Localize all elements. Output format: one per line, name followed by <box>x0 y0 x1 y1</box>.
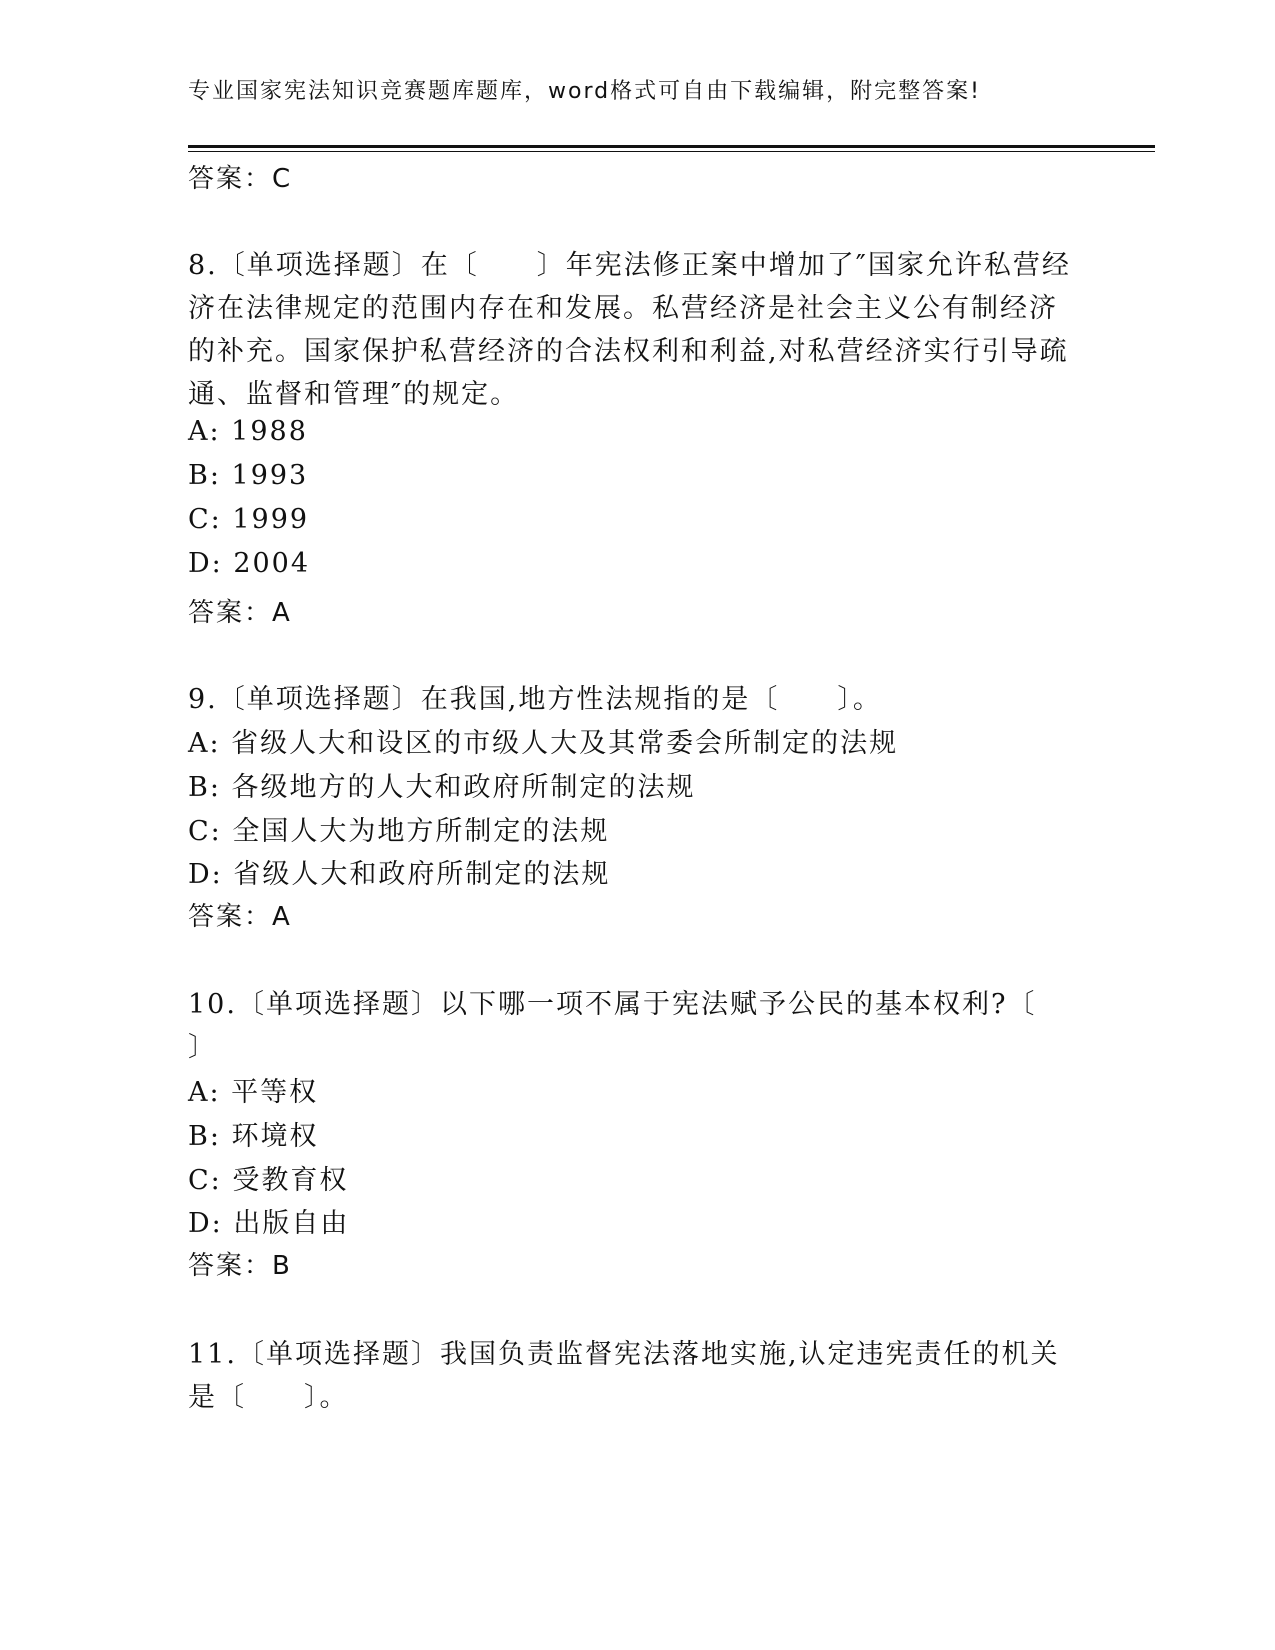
question-10-line-2: 〕 <box>188 1032 217 1063</box>
question-8-option-d: D: 2004 <box>188 548 311 579</box>
page-header: 专业国家宪法知识竞赛题库题库，word格式可自由下载编辑，附完整答案! <box>188 79 981 104</box>
question-10-option-a: A: 平等权 <box>188 1077 319 1108</box>
question-9-option-c: C: 全国人大为地方所制定的法规 <box>188 816 610 847</box>
question-8-option-a: A: 1988 <box>188 416 308 447</box>
question-10-option-d: D: 出版自由 <box>188 1208 350 1239</box>
question-8-option-b: B: 1993 <box>188 460 309 491</box>
header-rule-thick <box>188 145 1155 148</box>
question-9-line-1: 9.〔单项选择题〕在我国,地方性法规指的是〔 〕。 <box>188 684 882 715</box>
question-10-line-1: 10.〔单项选择题〕以下哪一项不属于宪法赋予公民的基本权利?〔 <box>188 989 1037 1020</box>
header-rule-thin <box>188 151 1155 152</box>
question-8-line-4: 通、监督和管理″的规定。 <box>188 379 520 410</box>
question-9-option-a: A: 省级人大和设区的市级人大及其常委会所制定的法规 <box>188 728 899 759</box>
question-10-option-b: B: 环境权 <box>188 1121 319 1152</box>
question-8-option-c: C: 1999 <box>188 504 310 535</box>
question-9-option-d: D: 省级人大和政府所制定的法规 <box>188 859 611 890</box>
question-11-line-2: 是〔 〕。 <box>188 1382 349 1413</box>
question-8-line-1: 8.〔单项选择题〕在〔 〕年宪法修正案中增加了″国家允许私营经 <box>188 250 1071 281</box>
question-8-line-3: 的补充。国家保护私营经济的合法权利和利益,对私营经济实行引导疏 <box>188 336 1069 367</box>
question-9-answer: 答案：A <box>188 902 292 932</box>
question-11-line-1: 11.〔单项选择题〕我国负责监督宪法落地实施,认定违宪责任的机关 <box>188 1339 1060 1370</box>
question-8-line-2: 济在法律规定的范围内存在和发展。私营经济是社会主义公有制经济 <box>188 293 1058 324</box>
answer-previous: 答案：C <box>188 164 293 194</box>
question-8-answer: 答案：A <box>188 598 292 628</box>
question-9-option-b: B: 各级地方的人大和政府所制定的法规 <box>188 772 696 803</box>
question-10-answer: 答案：B <box>188 1251 292 1281</box>
question-10-option-c: C: 受教育权 <box>188 1165 349 1196</box>
